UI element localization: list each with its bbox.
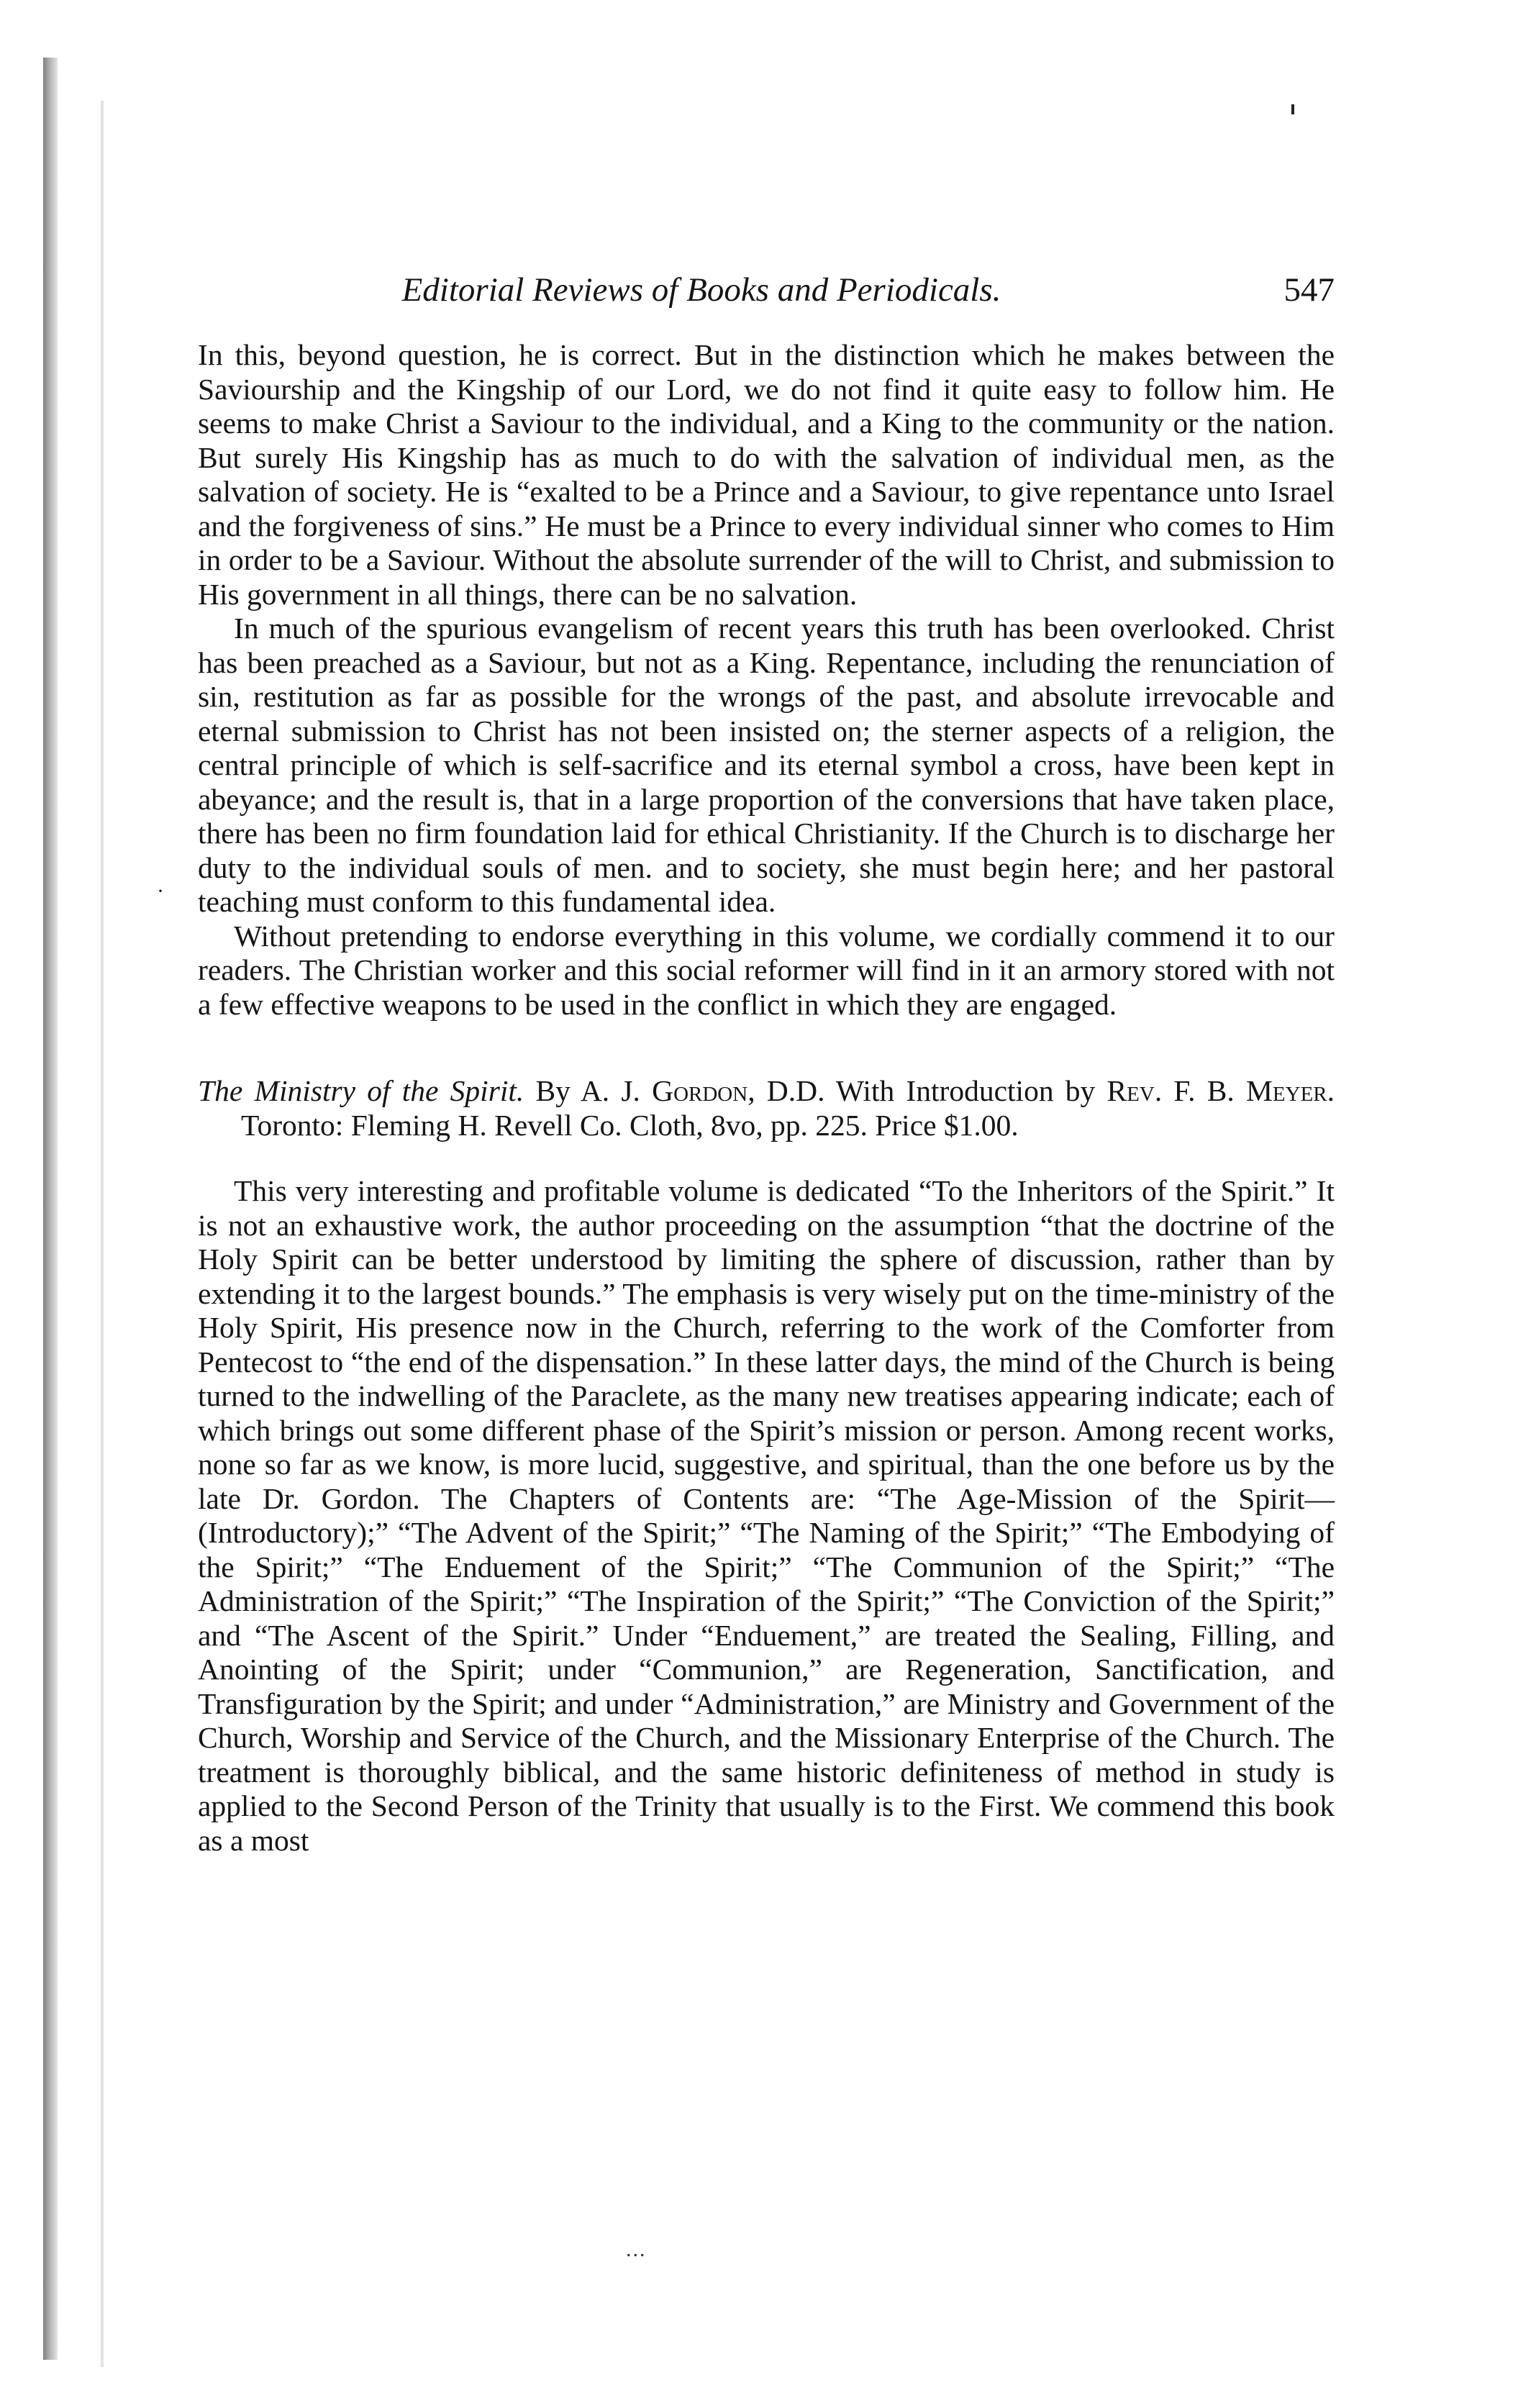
citation-author-suffix: , D.D. With Introduction by [747,1074,1096,1107]
citation-by: By A. J. [535,1074,640,1107]
book-title: The Ministry of the Spirit. [198,1074,524,1107]
book-page [198,265,1335,1858]
citation-intro-title: Rev. [1106,1074,1163,1107]
running-header [198,265,1335,322]
binding-shadow [43,58,58,2360]
citation-author: Gordon [652,1074,748,1107]
book-citation [198,1073,1335,1142]
running-title: Editorial Reviews of Books and Periodicals. [401,271,1001,309]
citation-intro-name: Meyer [1246,1074,1327,1107]
review-1-paragraph-1: In this, beyond question, he is correct. But in the distinction which he makes between the Saviourship and the Kingship of our Lord, we do not find it quite easy to follow him. He seems to make Christ a Saviour to the individual, and a King to the community or the nation. But surely His Kingship has as much to do with the salvation of individual men, as the salvation of society. He is “exalted to be a Prince and a Saviour, to give repentance unto Israel and the forgiveness of sins.” He must be a Prince to every individual sinner who comes to Him in order to be a Saviour. Without the absolute surrender of the will to Christ, and submission to His government in all things, there can be no salvation. [198,338,1335,611]
page-number: 547 [1283,271,1335,309]
review-1-paragraph-3: Without pretending to endorse everything in this volume, we cordially commend it to our readers. The Christian worker and this social reformer will find in it an armory stored with not a few effective weapons to be used in the conflict in which they are engaged. [198,919,1335,1021]
footer-mark: ... [626,2237,647,2261]
citation-publisher: . Toronto: Fleming H. Revell Co. Cloth, 8vo, pp. 225. Price $1.00. [241,1074,1335,1142]
citation-intro-initials: F. B. [1173,1074,1235,1107]
binding-line [101,101,104,2367]
review-2-paragraph-1: This very interesting and profitable volume is dedicated “To the Inheritors of the Spirit.” It is not an exhaustive work, the author proceeding on the assumption “that the doctrine of the Holy Spirit can be better understood by limiting the sphere of discussion, rather than by extending it to the largest bounds.” The emphasis is very wisely put on the time-ministry of the Holy Spirit, His presence now in the Church, referring to the work of the Comforter from Pentecost to “the end of the dispensation.” In these latter days, the mind of the Church is being turned to the indwelling of the Paraclete, as the many new treatises appearing indicate; each of which brings out some different phase of the Spirit’s mission or person. Among recent works, none so far as we know, is more lucid, suggestive, and spiritual, than the one before us by the late Dr. Gordon. The Chapters of Contents are: “The Age-Mission of the Spirit—(Introductory);” “The Advent of the Spirit;” “The Naming of the Spirit;” “The Embodying of the Spirit;” “The Enduement of the Spirit;” “The Communion of the Spirit;” “The Administration of the Spirit;” “The Inspiration of the Spirit;” “The Conviction of the Spirit;” and “The Ascent of the Spirit.” Under “Enduement,” are treated the Sealing, Filling, and Anointing of the Spirit; under “Communion,” are Regeneration, Sanctification, and Transfiguration by the Spirit; and under “Administration,” are Ministry and Government of the Church, Worship and Service of the Church, and the Missionary Enterprise of the Church. The treatment is thoroughly biblical, and the same historic definiteness of method in study is applied to the Second Person of the Trinity that usually is to the First. We commend this book as a most [198,1174,1335,1857]
review-2 [198,1174,1335,1858]
margin-mark: · [157,879,164,903]
review-1-paragraph-2: In much of the spurious evangelism of recent years this truth has been overlooked. Christ has been preached as a Saviour, but not as a King. Repentance, including the renunciation of sin, restitution as far as possible for the wrongs of the past, and absolute irrevocable and eternal submission to Christ has not been insisted on; the sterner aspects of a religion, the central principle of which is self-sacrifice and its eternal symbol a cross, have been kept in abeyance; and the result is, that in a large proportion of the conversions that have taken place, there has been no firm foundation laid for ethical Christianity. If the Church is to discharge her duty to the individual souls of men. and to society, she must begin here; and her pastoral teaching must conform to this fundamental idea. [198,612,1335,918]
review-1 [198,338,1335,1022]
ink-speck [1291,104,1294,114]
